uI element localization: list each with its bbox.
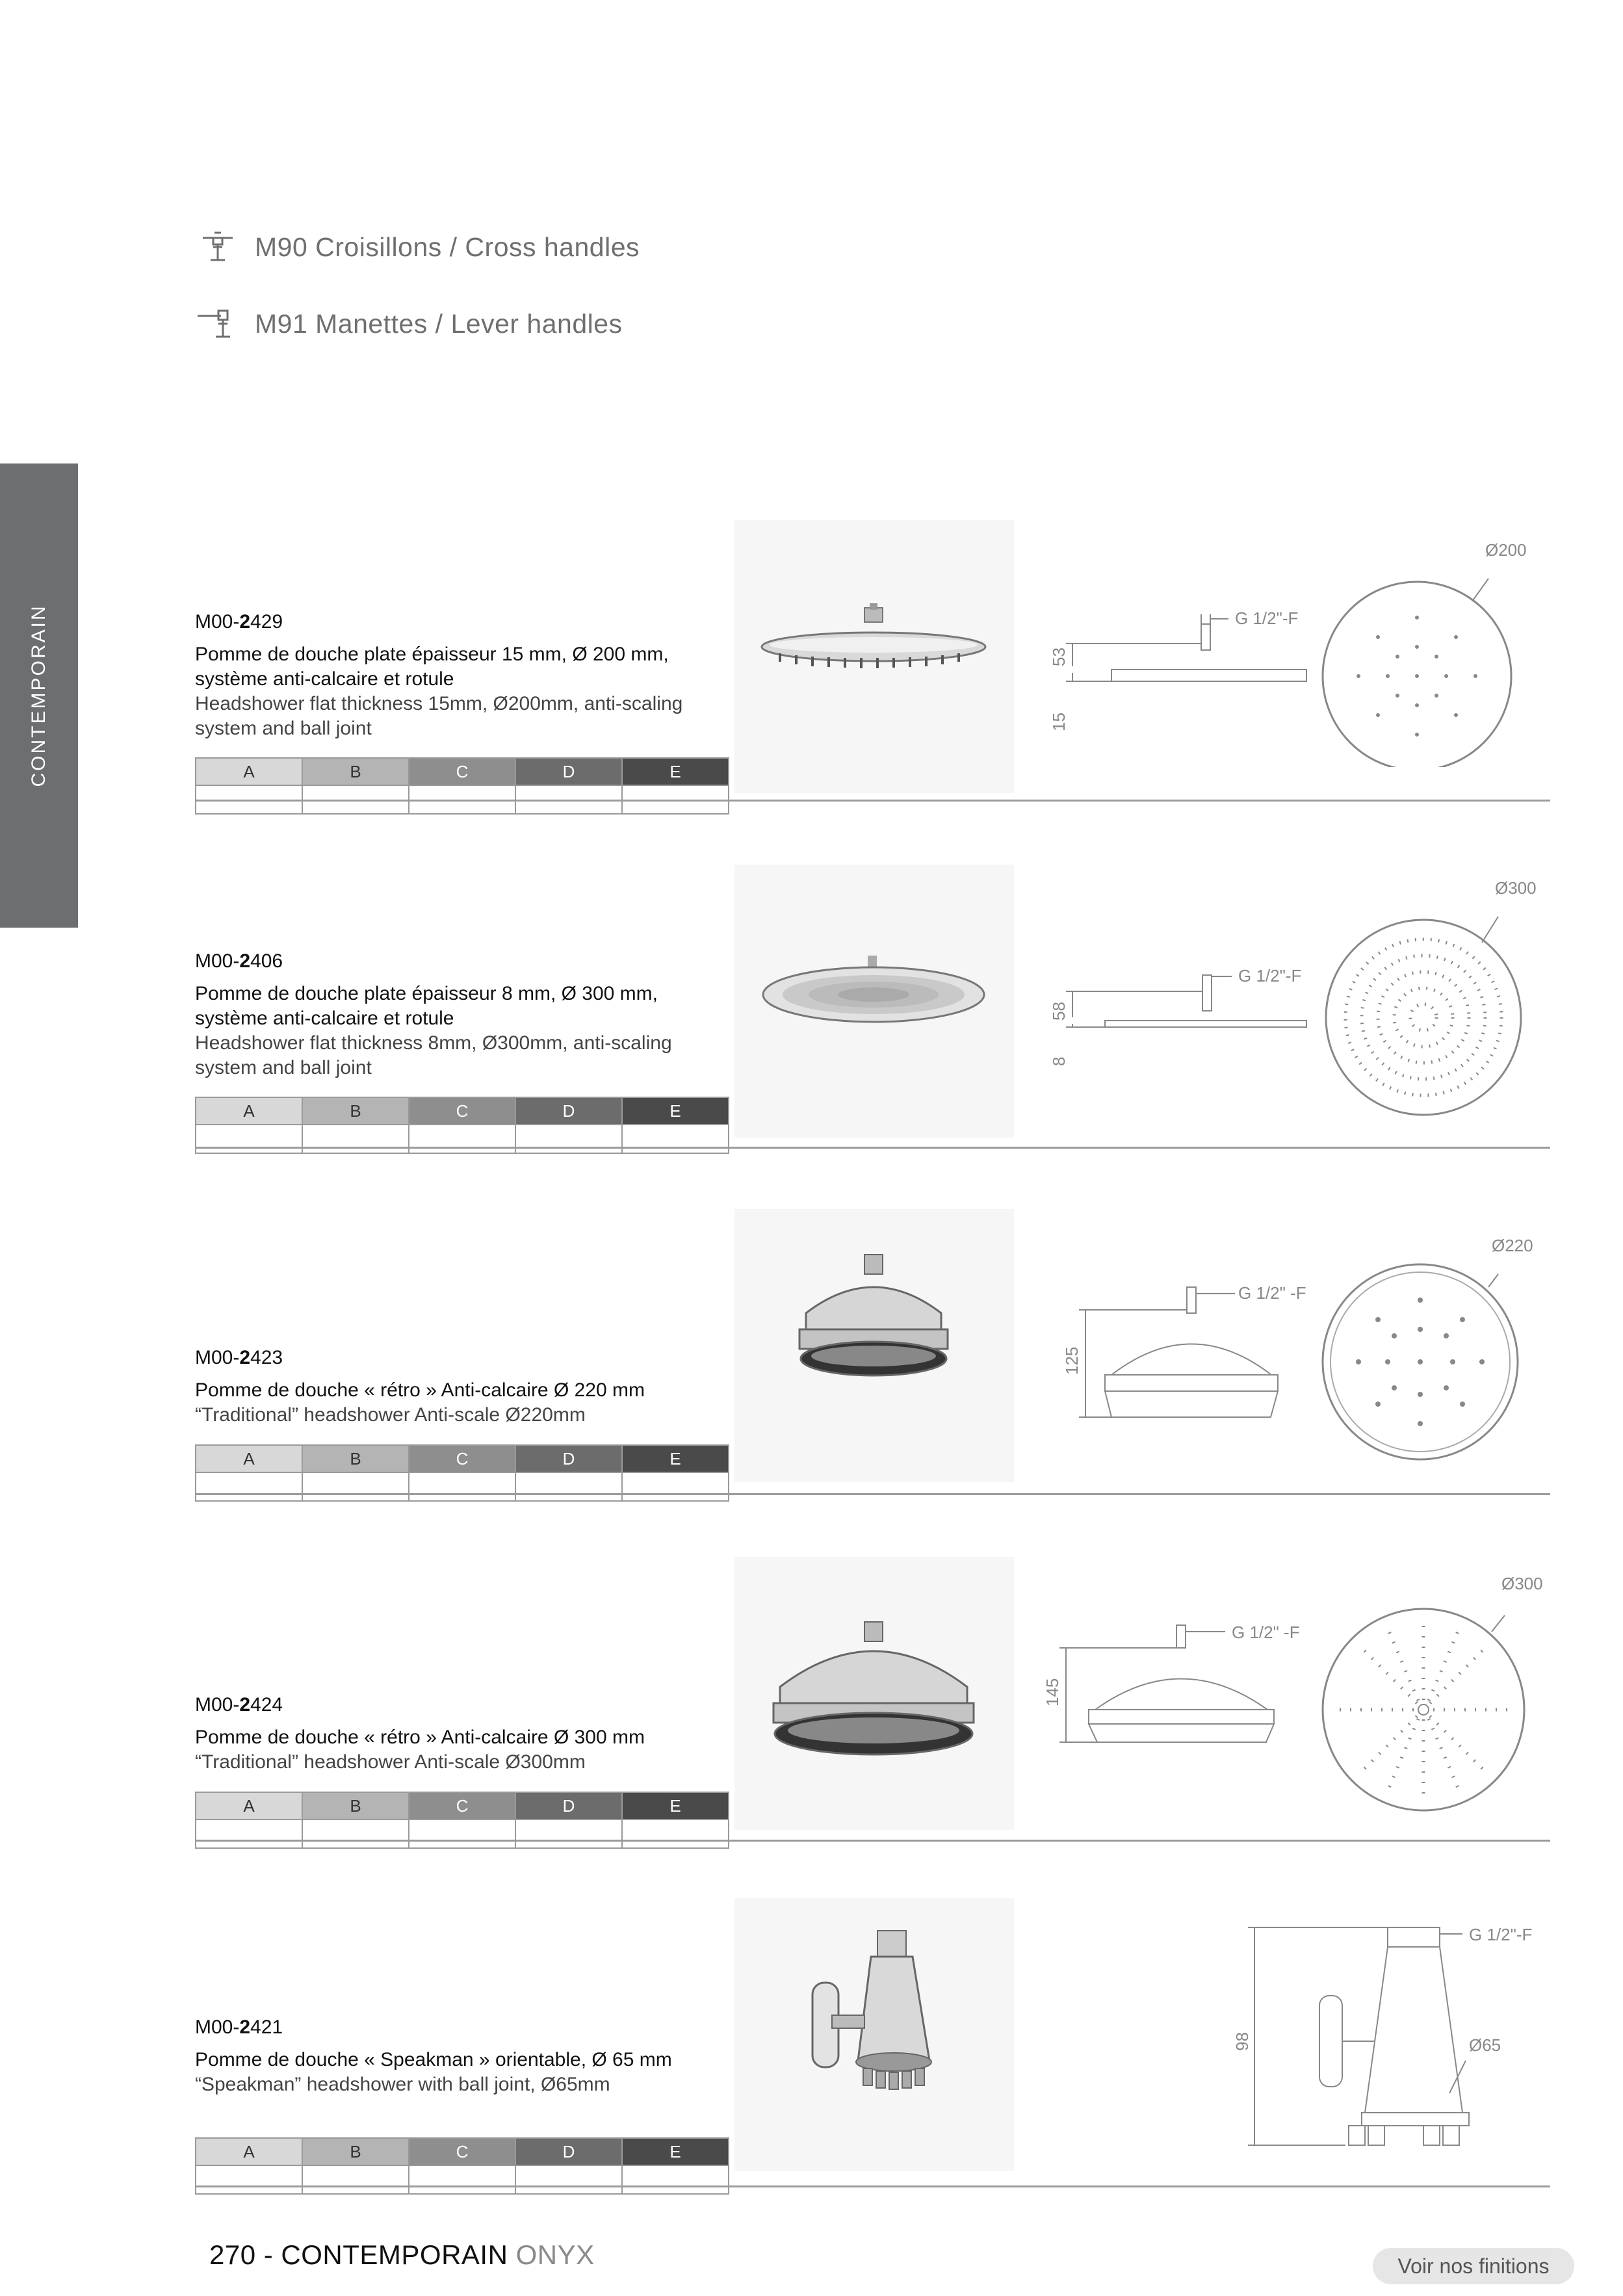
legend-lever-handles [195, 304, 623, 343]
finish-cell [302, 1472, 409, 1501]
dim-height: 53 [1049, 647, 1069, 666]
page-footer-title [209, 2239, 595, 2271]
finish-cell [302, 2165, 409, 2194]
finish-header: E [622, 1792, 729, 1820]
dim-diameter: Ø300 [1501, 1574, 1543, 1593]
finish-cell [196, 1820, 302, 1848]
dim-thickness: 8 [1049, 1056, 1069, 1066]
finish-header: B [302, 758, 409, 785]
finish-cell [622, 1820, 729, 1848]
dim-diameter: Ø65 [1469, 2035, 1501, 2055]
product-description-fr: Pomme de douche « Speakman » orientable, Ø 65 mm [195, 2049, 672, 2070]
view-finishes-button[interactable]: Voir nos finitions [1373, 2248, 1574, 2284]
dim-connection: G 1/2"-F [1469, 1925, 1533, 1944]
finish-header: E [622, 758, 729, 785]
product-photo [734, 1557, 1014, 1830]
finish-cell [622, 1472, 729, 1501]
product-description-en: “Traditional” headshower Anti-scale Ø300mm [195, 1751, 586, 1773]
divider [195, 800, 1550, 802]
product-photo [734, 1898, 1014, 2171]
finish-header: B [302, 1097, 409, 1125]
dim-height: 145 [1043, 1678, 1062, 1706]
divider [195, 1493, 1550, 1495]
finish-header: C [409, 1792, 515, 1820]
finish-cell [196, 1125, 302, 1153]
technical-drawing-top [1313, 533, 1547, 767]
dim-connection: G 1/2" -F [1238, 1283, 1306, 1303]
product-description-fr: Pomme de douche « rétro » Anti-calcaire Ø 300 mm [195, 1727, 645, 1748]
finish-cell [196, 2165, 302, 2194]
technical-drawing-side [1040, 1612, 1313, 1755]
finish-cell [622, 1125, 729, 1153]
finish-cell [515, 2165, 622, 2194]
product-photo [734, 1209, 1014, 1482]
finish-header: A [196, 758, 302, 785]
section-sidebar [0, 463, 78, 928]
finish-cell [515, 1820, 622, 1848]
dim-connection: G 1/2"-F [1235, 608, 1299, 628]
finish-cell [622, 2165, 729, 2194]
finish-cell [196, 1472, 302, 1501]
divider [195, 1147, 1550, 1149]
finish-header: D [515, 1097, 622, 1125]
finish-header: E [622, 1097, 729, 1125]
dim-connection: G 1/2"-F [1238, 966, 1302, 985]
technical-drawing-top [1306, 1567, 1547, 1814]
finish-header: A [196, 1097, 302, 1125]
technical-drawing-side [1040, 943, 1313, 1099]
finish-header: A [196, 1445, 302, 1472]
finish-header: E [622, 1445, 729, 1472]
dim-height: 125 [1062, 1346, 1082, 1375]
divider [195, 1840, 1550, 1842]
finish-header: C [409, 2138, 515, 2165]
cross-handle-icon [195, 228, 240, 267]
dim-diameter: Ø300 [1495, 878, 1537, 898]
product-description-fr: Pomme de douche plate épaisseur 15 mm, Ø 200 mm, système anti-calcaire et rotule [195, 644, 669, 690]
finish-header: D [515, 758, 622, 785]
divider [195, 2185, 1550, 2187]
finish-cell [515, 1125, 622, 1153]
product-description-en: “Speakman” headshower with ball joint, Ø65mm [195, 2074, 610, 2095]
page-number-section: 270 - CONTEMPORAIN [209, 2239, 508, 2270]
finish-header: C [409, 1097, 515, 1125]
product-code: M00-2421 [195, 2016, 283, 2038]
product-description-en: Headshower flat thickness 15mm, Ø200mm, anti-scaling system and ball joint [195, 693, 683, 739]
finish-header: E [622, 2138, 729, 2165]
finish-header: B [302, 1792, 409, 1820]
finish-table [195, 1097, 729, 1154]
technical-drawing-side [1228, 1911, 1547, 2152]
technical-drawing-side [1040, 585, 1313, 748]
product-description-en: “Traditional” headshower Anti-scale Ø220mm [195, 1404, 586, 1426]
product-code: M00-2406 [195, 950, 283, 972]
finish-cell [302, 1820, 409, 1848]
finish-cell [409, 2165, 515, 2194]
dim-diameter: Ø220 [1492, 1236, 1533, 1255]
finish-header: C [409, 1445, 515, 1472]
finish-table [195, 757, 729, 815]
finish-header: A [196, 1792, 302, 1820]
finish-cell [302, 1125, 409, 1153]
legend-cross-handles [195, 228, 640, 267]
finish-header: D [515, 2138, 622, 2165]
legend-label: M90 Croisillons / Cross handles [255, 231, 640, 262]
finish-cell [409, 1820, 515, 1848]
product-description-en: Headshower flat thickness 8mm, Ø300mm, anti-scaling system and ball joint [195, 1032, 672, 1078]
finish-header: D [515, 1792, 622, 1820]
dim-diameter: Ø200 [1485, 540, 1527, 560]
dim-connection: G 1/2" -F [1232, 1623, 1300, 1642]
finish-header: C [409, 758, 515, 785]
dim-height: 58 [1049, 1002, 1069, 1021]
technical-drawing-top [1306, 1222, 1547, 1469]
dim-thickness: 15 [1049, 712, 1069, 731]
finish-header: B [302, 1445, 409, 1472]
finish-cell [409, 1472, 515, 1501]
product-photo [734, 520, 1014, 793]
collection-name: ONYX [515, 2239, 595, 2270]
product-code: M00-2423 [195, 1347, 283, 1368]
finish-cell [409, 1125, 515, 1153]
product-code: M00-2429 [195, 611, 283, 633]
finish-header: B [302, 2138, 409, 2165]
technical-drawing-top [1313, 874, 1547, 1121]
product-photo [734, 865, 1014, 1138]
product-description-fr: Pomme de douche « rétro » Anti-calcaire Ø 220 mm [195, 1379, 645, 1401]
finish-cell [515, 1472, 622, 1501]
finish-header: A [196, 2138, 302, 2165]
product-description-fr: Pomme de douche plate épaisseur 8 mm, Ø 300 mm, système anti-calcaire et rotule [195, 983, 658, 1029]
lever-handle-icon [195, 304, 240, 343]
product-code: M00-2424 [195, 1694, 283, 1715]
legend-label: M91 Manettes / Lever handles [255, 308, 623, 339]
technical-drawing-side [1040, 1268, 1313, 1437]
dim-height: 98 [1232, 2032, 1252, 2051]
finish-header: D [515, 1445, 622, 1472]
sidebar-label: CONTEMPORAIN [28, 604, 49, 787]
